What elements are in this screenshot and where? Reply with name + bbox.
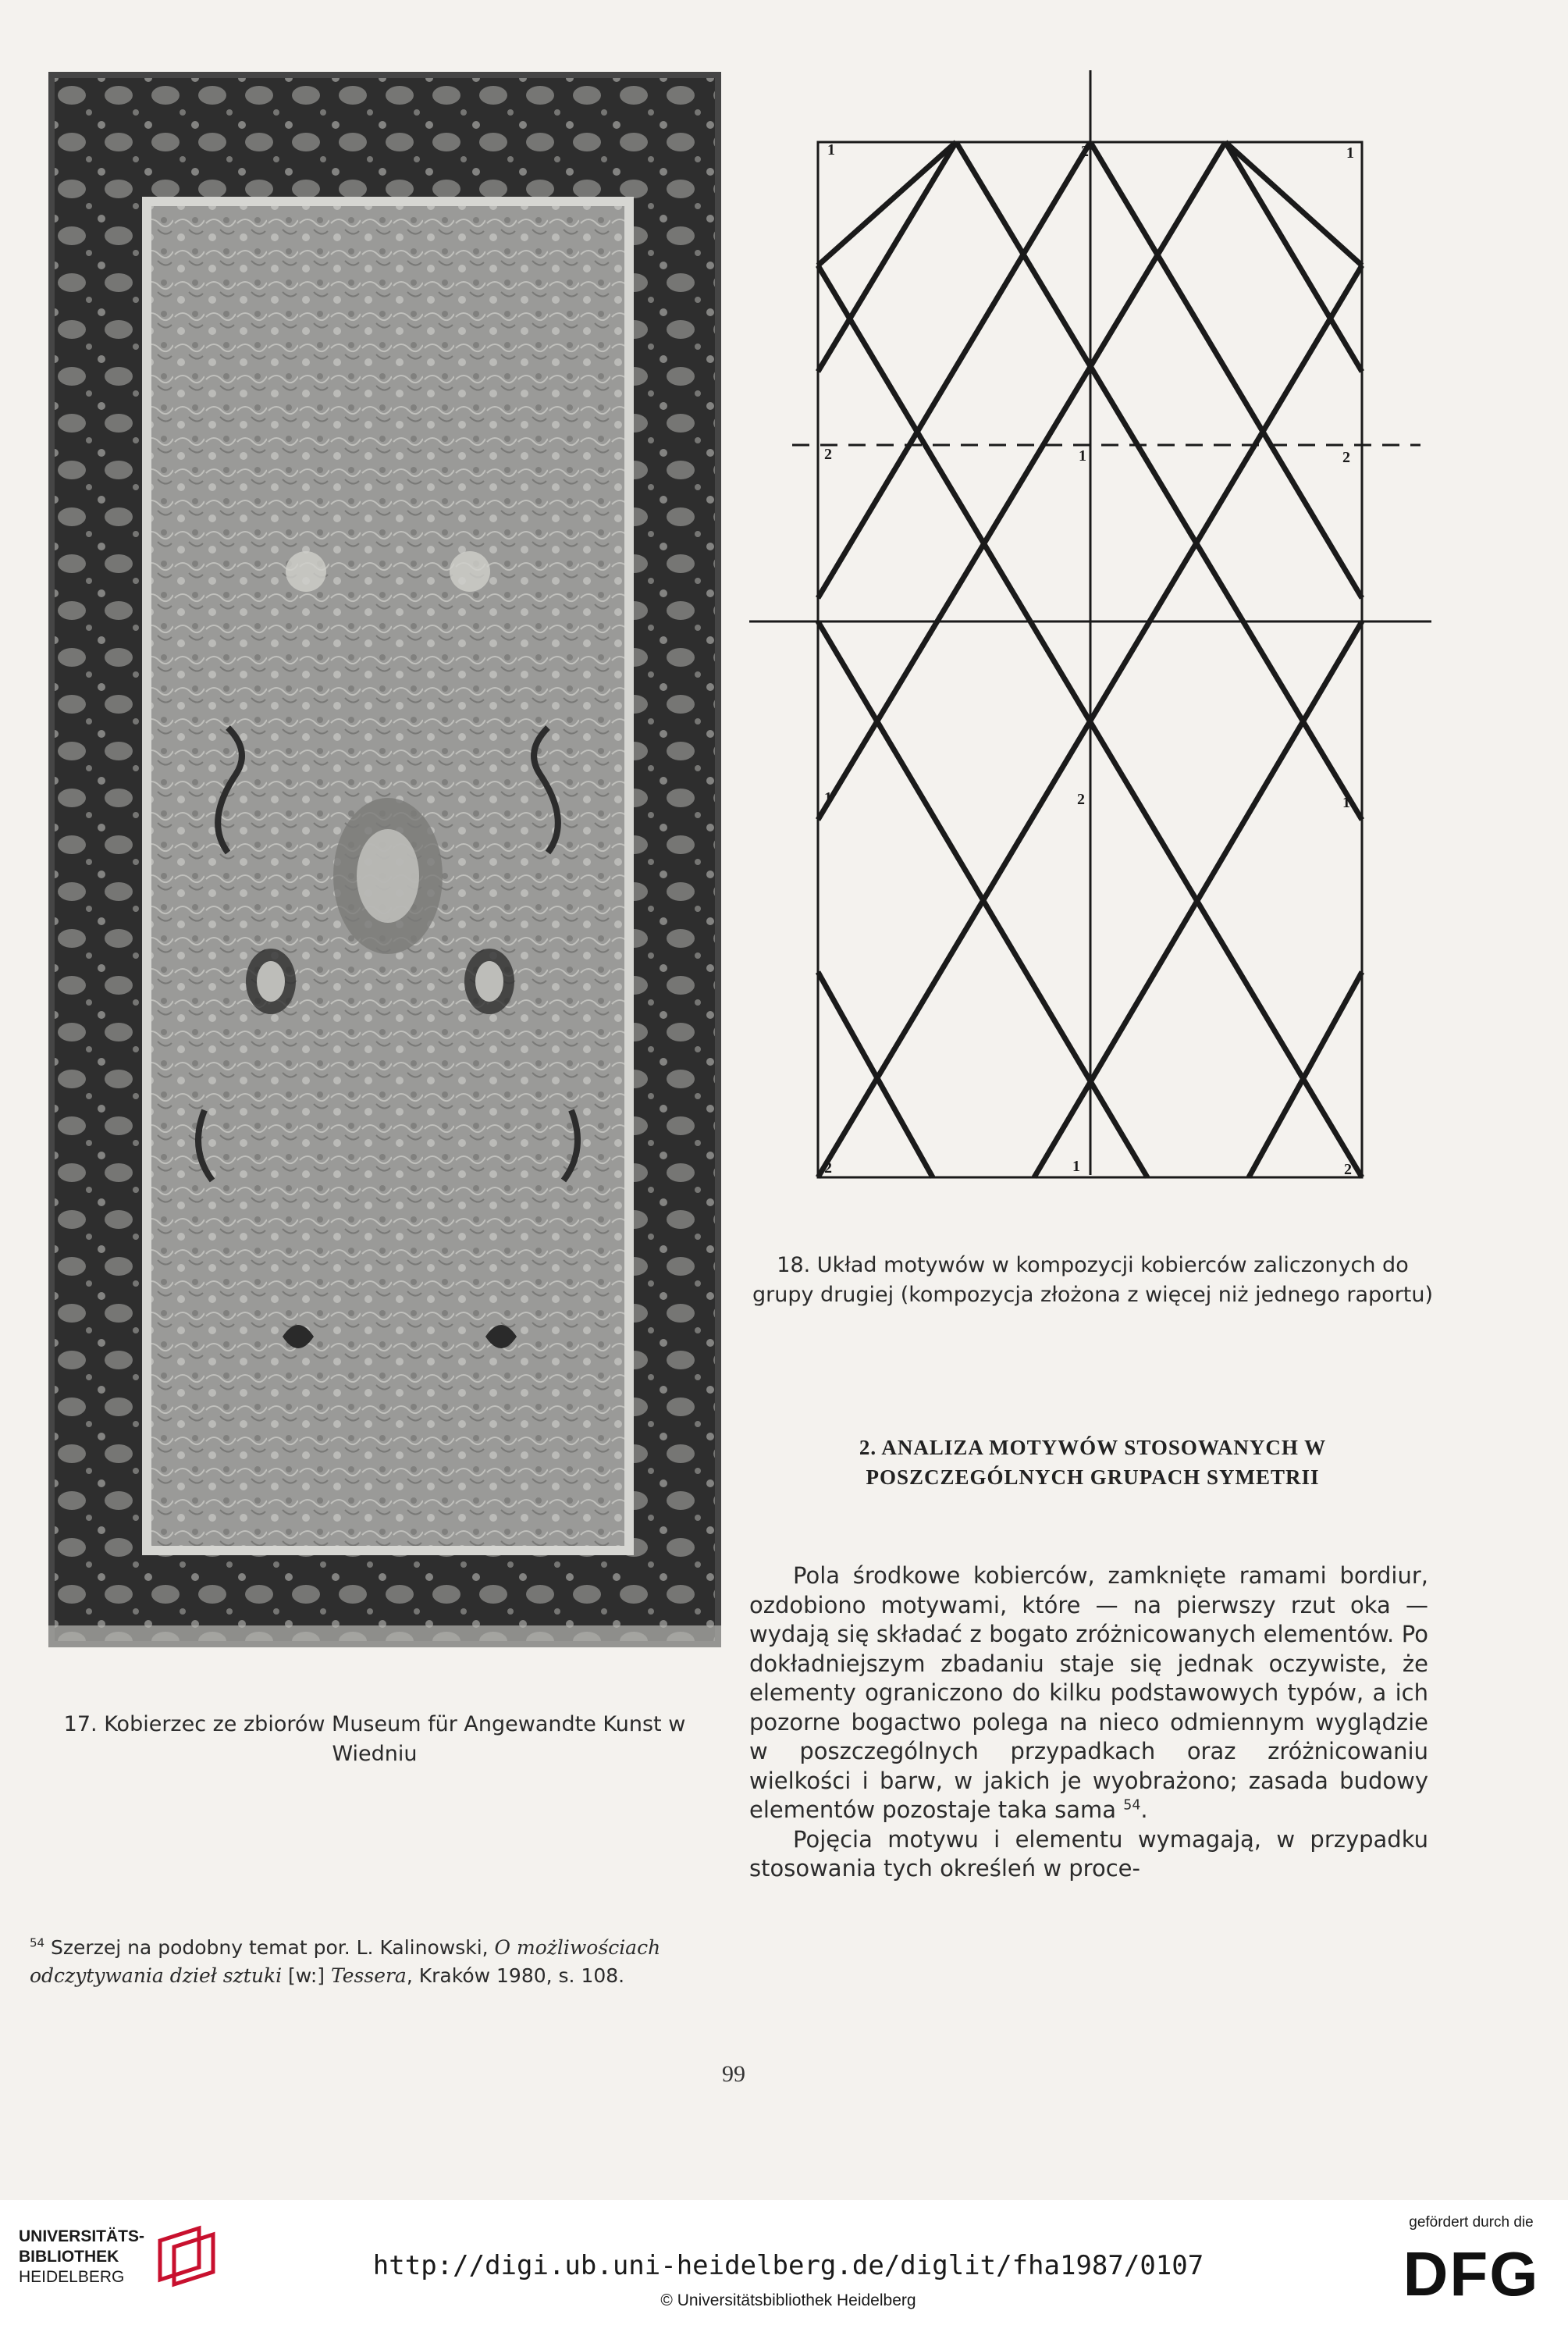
body-text — [749, 1561, 1428, 1884]
page-number: 99 — [722, 2061, 745, 2087]
label-top-right: 1 — [1346, 144, 1354, 162]
paragraph-1: Pola środkowe kobierców, zamknięte ramami bordiur, ozdobiono motywami, które — na pierwszy rzut oka — wydają się składać z bogato zróżnicowanych elementów. Po dokładniejszym zbadaniu staje się jednak oczywiste, że elementy ograniczono do kilku podstawowych typów, a ich pozorne bogactwo polega na nieco odmiennym wyglądzie w poszczególnych przypadkach oraz zróżnicowaniu wielkości i barw, w jakich je wyobrażono; zasada budowy elementów pozostaje taka sama $^{54}$. — [749, 1562, 1428, 1823]
label-bottom-mid: 1 — [1072, 1158, 1080, 1175]
dfg-logo[interactable]: DFG — [1403, 2239, 1540, 2309]
library-line-1: UNIVERSITÄTS- — [19, 2227, 145, 2245]
library-emblem-icon — [152, 2225, 230, 2288]
figure-18-caption: 18. Układ motywów w kompozycji kobierców zaliczonych do grupy drugiej (kompozycja złożona z więcej niż jednego raportu) — [752, 1253, 1434, 1307]
copyright-notice: © Universitätsbibliothek Heidelberg — [660, 2291, 916, 2309]
funding-note: gefördert durch die — [1409, 2214, 1534, 2231]
label-dash-left: 2 — [824, 446, 832, 463]
carpet-photo — [48, 72, 721, 1647]
label-top-mid: 2 — [1081, 143, 1089, 160]
footnote-54: $^{54}$ Szerzej na podobny temat por. L. Kalinowski, O możliwościach odczytywania dzieł sztuki [w:] Tessera, Kraków 1980, s. 108. — [30, 1935, 661, 1987]
label-dash-right: 2 — [1342, 449, 1350, 466]
figure-17-caption: 17. Kobierzec ze zbiorów Museum für Angewandte Kunst w Wiedniu — [63, 1712, 686, 1766]
paragraph-2: Pojęcia motywu i elementu wymagają, w przypadku stosowania tych określeń w proce- — [749, 1825, 1428, 1882]
label-bottom-right: 2 — [1344, 1161, 1352, 1178]
library-line-3: HEIDELBERG — [19, 2268, 125, 2286]
label-mid-mid: 2 — [1077, 791, 1085, 808]
label-top-left: 1 — [827, 141, 835, 158]
footnote-number: 54 — [30, 1935, 45, 1950]
digital-copy-url[interactable]: http://digi.ub.uni-heidelberg.de/diglit/fha1987/0107 — [372, 2250, 1204, 2281]
footnote-journal: Tessera — [331, 1964, 407, 1987]
label-mid-right: 1 — [1342, 794, 1350, 811]
lattice-diagram — [749, 70, 1444, 1202]
label-mid-left: 1 — [824, 789, 832, 806]
label-bottom-left: 2 — [824, 1159, 832, 1177]
footnote-title: O możliwościach odczytywania dzieł sztuki — [30, 1936, 661, 1987]
library-line-2: BIBLIOTHEK — [19, 2248, 119, 2266]
section-heading: 2. ANALIZA MOTYWÓW STOSOWANYCH W POSZCZEGÓLNYCH GRUPACH SYMETRII — [859, 1436, 1327, 1489]
footnote-ref[interactable]: 54 — [1123, 1797, 1141, 1814]
library-logo[interactable] — [19, 2227, 144, 2288]
label-dash-mid: 1 — [1079, 447, 1086, 465]
